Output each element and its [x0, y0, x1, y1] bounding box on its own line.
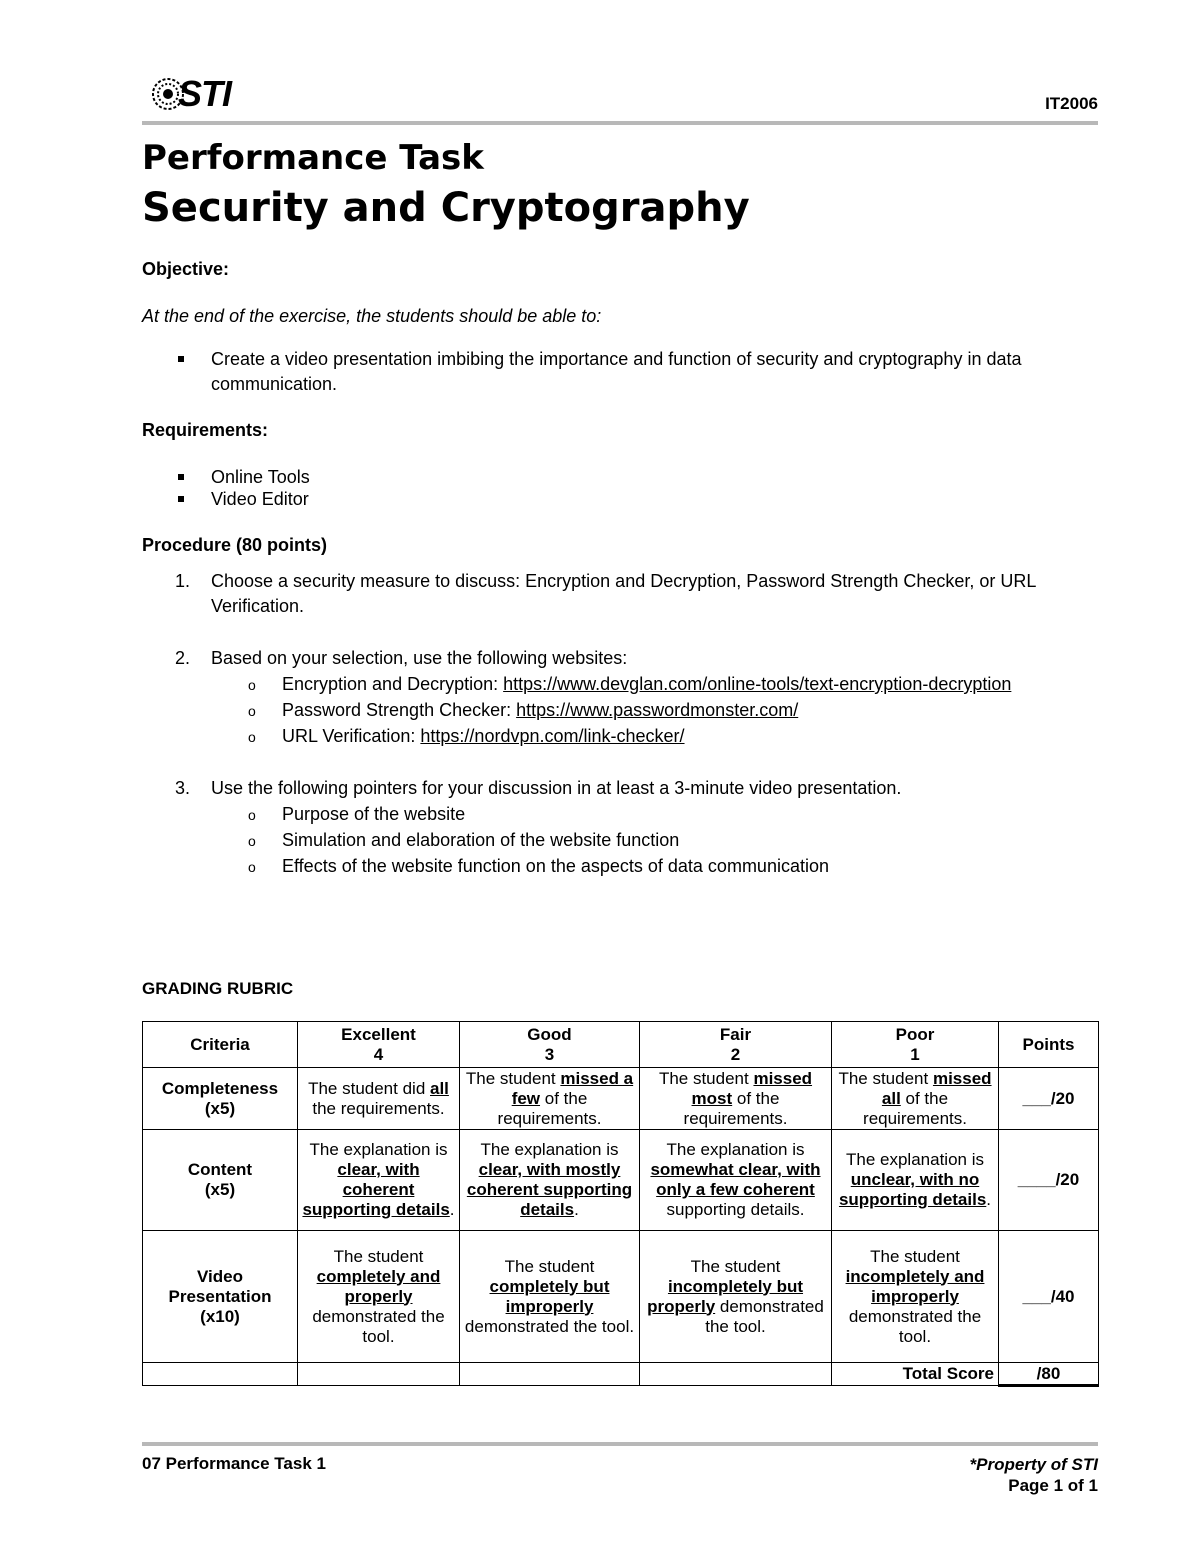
cell-text: The student: [690, 1256, 781, 1276]
cell-emphasis: completely but improperly: [489, 1276, 610, 1316]
rubric-cell: [298, 1130, 460, 1231]
header-excellent: [298, 1022, 460, 1068]
footer-divider: [142, 1442, 1098, 1446]
rubric-cell: [460, 1130, 640, 1231]
footer-document-title: 07 Performance Task 1: [142, 1454, 326, 1473]
cell-text: demonstrated the tool.: [312, 1306, 445, 1346]
website-label: Encryption and Decryption:: [282, 674, 504, 694]
cell-emphasis: completely and properly: [316, 1266, 441, 1306]
cell-emphasis: incompletely but properly: [647, 1276, 804, 1316]
cell-text: The student: [870, 1246, 960, 1266]
cell-emphasis: missed all: [881, 1068, 992, 1108]
website-label: Password Strength Checker:: [282, 700, 517, 720]
criteria-name: Completeness: [161, 1078, 279, 1098]
criteria-multiplier: (x10): [200, 1306, 240, 1326]
square-bullet-icon: [178, 496, 184, 502]
page-number: Page 1 of 1: [1008, 1476, 1098, 1495]
rubric-cell: [298, 1068, 460, 1130]
criteria-name: Content: [187, 1160, 253, 1179]
rubric-cell: [832, 1130, 999, 1231]
website-link[interactable]: https://www.passwordmonster.com/: [516, 700, 799, 720]
cell-text: the requirements.: [312, 1098, 445, 1118]
cell-emphasis: incompletely and improperly: [845, 1266, 985, 1306]
cell-emphasis: all: [430, 1078, 449, 1098]
rubric-cell: [460, 1068, 640, 1130]
title-line-1: Performance Task: [142, 138, 484, 178]
circle-bullet-icon: o: [248, 729, 256, 745]
circle-bullet-icon: o: [248, 677, 256, 693]
step-number: 2.: [175, 648, 191, 668]
empty-cell: [143, 1363, 298, 1386]
cell-text: The explanation is: [846, 1150, 984, 1169]
header-score: 1: [910, 1044, 920, 1064]
cell-emphasis: clear, with mostly coherent supporting details: [466, 1160, 633, 1219]
website-link[interactable]: https://www.devglan.com/online-tools/text-encryption-decryption: [503, 674, 1012, 694]
cell-text: demonstrated the tool.: [705, 1296, 824, 1336]
cell-text: The explanation is: [309, 1140, 448, 1159]
cell-text: of the requirements.: [863, 1088, 967, 1128]
cell-text: The explanation is: [480, 1140, 619, 1159]
circle-bullet-icon: o: [248, 833, 256, 849]
pointer-item: Effects of the website function on the aspects of data communication: [282, 856, 829, 876]
procedure-heading: Procedure (80 points): [142, 535, 328, 555]
rubric-cell: [640, 1231, 832, 1363]
cell-emphasis: missed most: [691, 1068, 813, 1108]
cell-text: The student did: [308, 1078, 430, 1098]
cell-text: supporting details.: [666, 1200, 805, 1219]
points-cell: ____/20: [999, 1130, 1099, 1231]
header-label: Excellent: [341, 1024, 416, 1044]
empty-cell: [298, 1363, 460, 1386]
website-link[interactable]: https://nordvpn.com/link-checker/: [420, 726, 685, 746]
header-score: 3: [544, 1044, 555, 1064]
header-criteria: Criteria: [143, 1022, 298, 1068]
table-row: [143, 1231, 1099, 1363]
criteria-multiplier: (x5): [204, 1180, 236, 1199]
rubric-cell: [832, 1231, 999, 1363]
rubric-cell: [640, 1068, 832, 1130]
header-label: Good: [527, 1024, 572, 1044]
cell-text: of the requirements.: [497, 1088, 602, 1128]
requirement-item: Video Editor: [211, 489, 309, 509]
points-cell: ___/40: [999, 1231, 1099, 1363]
pointer-item: Simulation and elaboration of the website function: [282, 830, 680, 850]
step-number: 3.: [175, 778, 191, 798]
points-cell: ___/20: [999, 1068, 1099, 1130]
objective-heading: Objective:: [142, 259, 230, 279]
footer-right: [970, 1454, 1098, 1496]
cell-text: The explanation is: [666, 1140, 805, 1159]
total-score-value: /80: [999, 1363, 1099, 1386]
step-text: Use the following pointers for your discussion in at least a 3-minute video presentation.: [211, 778, 902, 798]
header-label: Poor: [895, 1024, 935, 1044]
cell-text: The student: [333, 1246, 424, 1266]
requirements-heading: Requirements:: [142, 420, 269, 440]
header-label: Fair: [719, 1024, 752, 1044]
grading-rubric-table: [142, 1021, 1099, 1387]
cell-emphasis: missed a few: [511, 1068, 634, 1108]
requirement-item: Online Tools: [211, 467, 310, 487]
square-bullet-icon: [178, 356, 184, 362]
website-item: [282, 698, 798, 723]
step-text: Choose a security measure to discuss: Encryption and Decryption, Password Strength Checker, or URL Verification.: [211, 571, 1036, 616]
rubric-cell: [298, 1231, 460, 1363]
circle-bullet-icon: o: [248, 807, 256, 823]
cell-emphasis: clear, with coherent supporting details: [302, 1160, 450, 1219]
header-poor: [832, 1022, 999, 1068]
circle-bullet-icon: o: [248, 703, 256, 719]
cell-text: The student: [658, 1068, 754, 1088]
step-number: 1.: [175, 571, 191, 591]
criteria-cell: [143, 1068, 298, 1130]
circle-bullet-icon: o: [248, 859, 256, 875]
logo-text: STI: [178, 73, 232, 114]
cell-text: .: [574, 1200, 579, 1219]
table-row: [143, 1130, 1099, 1231]
empty-cell: [460, 1363, 640, 1386]
website-item: [282, 724, 685, 749]
rubric-cell: [460, 1231, 640, 1363]
criteria-name: Video Presentation: [168, 1266, 272, 1306]
title-line-2: Security and Cryptography: [142, 185, 750, 231]
empty-cell: [640, 1363, 832, 1386]
rubric-cell: [832, 1068, 999, 1130]
total-score-label: Total Score: [832, 1363, 999, 1386]
course-code: IT2006: [1045, 94, 1098, 113]
table-header-row: [143, 1022, 1099, 1068]
rubric-heading: GRADING RUBRIC: [142, 979, 294, 998]
step-text: Based on your selection, use the following websites:: [211, 648, 628, 668]
pointer-item: Purpose of the website: [282, 804, 466, 824]
cell-text: demonstrated the tool.: [464, 1316, 635, 1336]
cell-emphasis: unclear, with no supporting details: [838, 1170, 987, 1209]
website-item: [282, 672, 1011, 697]
header-divider: [142, 121, 1098, 125]
header-points: Points: [999, 1022, 1099, 1068]
criteria-cell: [143, 1231, 298, 1363]
cell-text: The student: [838, 1068, 933, 1088]
criteria-multiplier: (x5): [204, 1098, 236, 1118]
total-row: [143, 1363, 1099, 1386]
cell-text: .: [449, 1200, 455, 1219]
property-note: *Property of STI: [969, 1455, 1098, 1474]
header-good: [460, 1022, 640, 1068]
cell-text: The student: [465, 1068, 561, 1088]
cell-emphasis: somewhat clear, with only a few coherent: [650, 1160, 821, 1199]
header-fair: [640, 1022, 832, 1068]
square-bullet-icon: [178, 474, 184, 480]
header-score: 2: [730, 1044, 741, 1064]
objective-item: Create a video presentation imbibing the importance and function of security and cryptography in data communication.: [211, 349, 1022, 394]
cell-text: of the requirements.: [683, 1088, 788, 1128]
objective-intro: At the end of the exercise, the students should be able to:: [142, 306, 602, 326]
cell-text: The student: [504, 1256, 595, 1276]
cell-text: .: [986, 1190, 992, 1209]
website-label: URL Verification:: [282, 726, 421, 746]
rubric-cell: [640, 1130, 832, 1231]
cell-text: demonstrated the tool.: [848, 1306, 982, 1346]
header-score: 4: [373, 1044, 384, 1064]
criteria-cell: [143, 1130, 298, 1231]
table-row: [143, 1068, 1099, 1130]
